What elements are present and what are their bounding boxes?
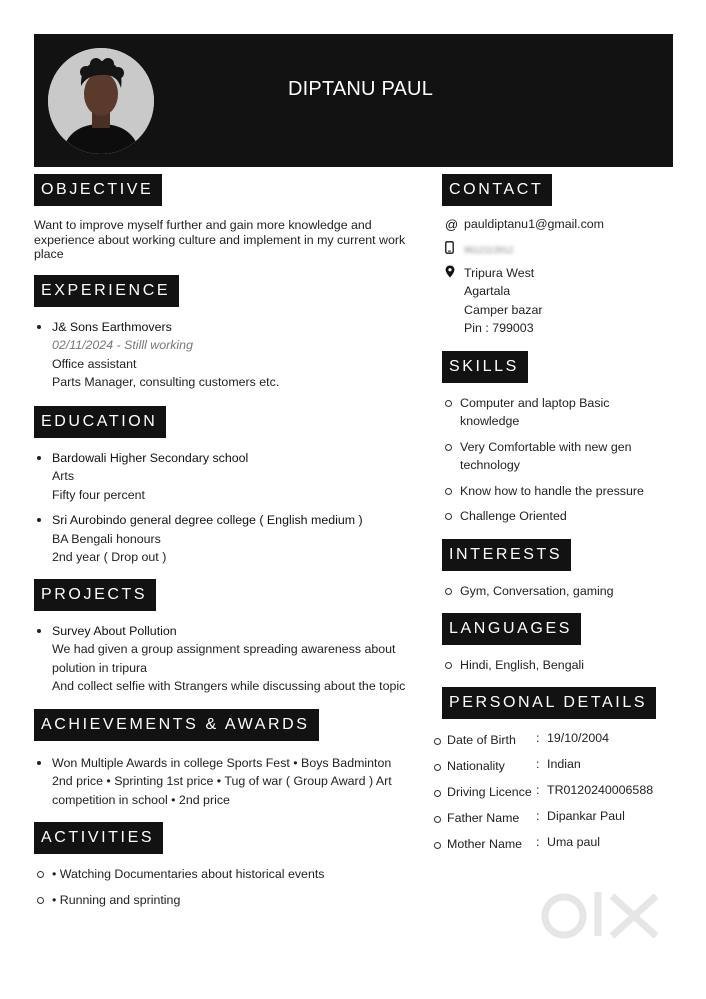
personal-row-nationality xyxy=(442,757,673,783)
right-column xyxy=(442,174,673,861)
skill-line: knowledge xyxy=(460,414,520,428)
pd-value: TR0120240006588 xyxy=(547,782,654,797)
interests-section xyxy=(442,539,673,601)
personal-row-licence xyxy=(442,783,673,809)
pd-label: Nationality xyxy=(447,758,505,773)
address-line: Tripura West xyxy=(464,265,535,280)
experience-section xyxy=(34,275,424,392)
list-item xyxy=(442,438,673,475)
olx-watermark-icon xyxy=(540,886,670,956)
list-item xyxy=(34,622,424,696)
skill-line: Challenge Oriented xyxy=(460,509,567,523)
skills-list xyxy=(442,394,673,526)
candidate-name: DIPTANU PAUL xyxy=(288,78,434,100)
objective-section xyxy=(34,174,424,262)
at-icon: @ xyxy=(445,217,459,232)
projects-heading: PROJECTS xyxy=(34,579,156,611)
experience-desc: Parts Manager, consulting customers etc. xyxy=(52,375,280,389)
skills-section xyxy=(442,351,673,526)
address-line: Agartala xyxy=(464,284,511,298)
project-line: We had given a group assignment spreading awareness about xyxy=(52,642,396,656)
education-line: Fifty four percent xyxy=(52,487,145,502)
pd-separator: : xyxy=(536,834,540,849)
skill-line: technology xyxy=(460,458,520,472)
project-name: Survey About Pollution xyxy=(52,623,177,638)
pd-separator: : xyxy=(536,730,540,745)
education-list xyxy=(34,449,424,567)
objective-heading: OBJECTIVE xyxy=(34,174,162,206)
contact-section xyxy=(442,174,673,338)
contact-email: pauldiptanu1@gmail.com xyxy=(464,217,605,231)
interests-heading: INTERESTS xyxy=(442,539,571,571)
contact-address-row xyxy=(442,264,673,338)
location-pin-icon xyxy=(445,265,455,284)
pd-value: Dipankar Paul xyxy=(547,808,625,823)
list-item: Hindi, English, Bengali xyxy=(442,656,673,675)
pd-value: Uma paul xyxy=(547,834,601,849)
experience-heading: EXPERIENCE xyxy=(34,275,179,307)
pd-value: Indian xyxy=(547,756,581,771)
contact-phone: 9612113912 xyxy=(464,244,514,255)
education-section xyxy=(34,406,424,567)
experience-list xyxy=(34,318,424,392)
list-item: Gym, Conversation, gaming xyxy=(442,582,673,601)
experience-role: Office assistant xyxy=(52,356,137,371)
achievements-section xyxy=(34,709,424,810)
skills-heading: SKILLS xyxy=(442,351,528,383)
resume-header xyxy=(34,34,673,167)
address-line: Camper bazar xyxy=(464,302,543,317)
personal-details-heading: PERSONAL DETAILS xyxy=(442,687,656,719)
list-item xyxy=(442,482,673,501)
projects-section xyxy=(34,579,424,696)
pd-separator: : xyxy=(536,756,540,771)
pd-separator: : xyxy=(536,808,540,823)
pd-label: Mother Name xyxy=(447,836,523,851)
education-school: Sri Aurobindo general degree college ( English medium ) xyxy=(52,513,363,527)
list-item: • Watching Documentaries about historical events xyxy=(34,865,424,884)
project-line: And collect selfie with Strangers while discussing about the topic xyxy=(52,679,406,693)
list-item xyxy=(34,449,424,505)
pd-separator: : xyxy=(536,782,540,797)
pd-label: Driving Licence xyxy=(447,784,532,799)
personal-row-dob xyxy=(442,731,673,757)
skill-line: Computer and laptop Basic xyxy=(460,395,610,410)
list-item xyxy=(34,511,424,567)
list-item xyxy=(34,318,424,392)
contact-heading: CONTACT xyxy=(442,174,552,206)
achievements-list xyxy=(34,754,424,810)
address-line: Pin : 799003 xyxy=(464,321,534,335)
personal-details-section xyxy=(442,687,673,861)
education-heading: EDUCATION xyxy=(34,406,166,438)
project-line: polution in tripura xyxy=(52,660,148,675)
pd-label: Father Name xyxy=(447,810,520,825)
personal-details-list xyxy=(442,731,673,861)
person-photo-icon xyxy=(48,48,154,154)
list-item xyxy=(442,507,673,526)
interests-list xyxy=(442,582,673,601)
personal-row-father xyxy=(442,809,673,835)
contact-email-row xyxy=(442,215,673,234)
languages-heading: LANGUAGES xyxy=(442,613,581,645)
objective-text: Want to improve myself further and gain more knowledge and experience about working culture and implement in my current work place xyxy=(34,218,406,261)
projects-list xyxy=(34,622,424,696)
contact-phone-row xyxy=(442,240,673,254)
phone-icon xyxy=(445,241,454,260)
left-column xyxy=(34,174,424,909)
pd-label: Date of Birth xyxy=(447,732,516,747)
activities-section xyxy=(34,822,424,909)
list-item: • Running and sprinting xyxy=(34,891,424,910)
education-line: 2nd year ( Drop out ) xyxy=(52,550,167,564)
achievement-line: competition in school • 2nd price xyxy=(52,792,230,807)
education-line: BA Bengali honours xyxy=(52,531,161,546)
languages-section xyxy=(442,613,673,675)
experience-date: 02/11/2024 - Stilll working xyxy=(52,338,193,352)
profile-photo xyxy=(48,48,154,154)
activities-list xyxy=(34,865,424,909)
list-item xyxy=(442,394,673,431)
list-item xyxy=(34,754,424,810)
pd-value: 19/10/2004 xyxy=(547,730,610,745)
languages-list xyxy=(442,656,673,675)
skill-line: Very Comfortable with new gen xyxy=(460,439,632,454)
education-school: Bardowali Higher Secondary school xyxy=(52,450,249,465)
education-line: Arts xyxy=(52,469,75,483)
activities-heading: ACTIVITIES xyxy=(34,822,163,854)
achievement-line: Won Multiple Awards in college Sports Fest • Boys Badminton xyxy=(52,755,392,770)
achievement-line: 2nd price • Sprinting 1st price • Tug of war ( Group Award ) Art xyxy=(52,774,392,788)
experience-company: J& Sons Earthmovers xyxy=(52,319,172,334)
personal-row-mother xyxy=(442,835,673,861)
achievements-heading: ACHIEVEMENTS & AWARDS xyxy=(34,709,319,741)
skill-line: Know how to handle the pressure xyxy=(460,483,644,498)
